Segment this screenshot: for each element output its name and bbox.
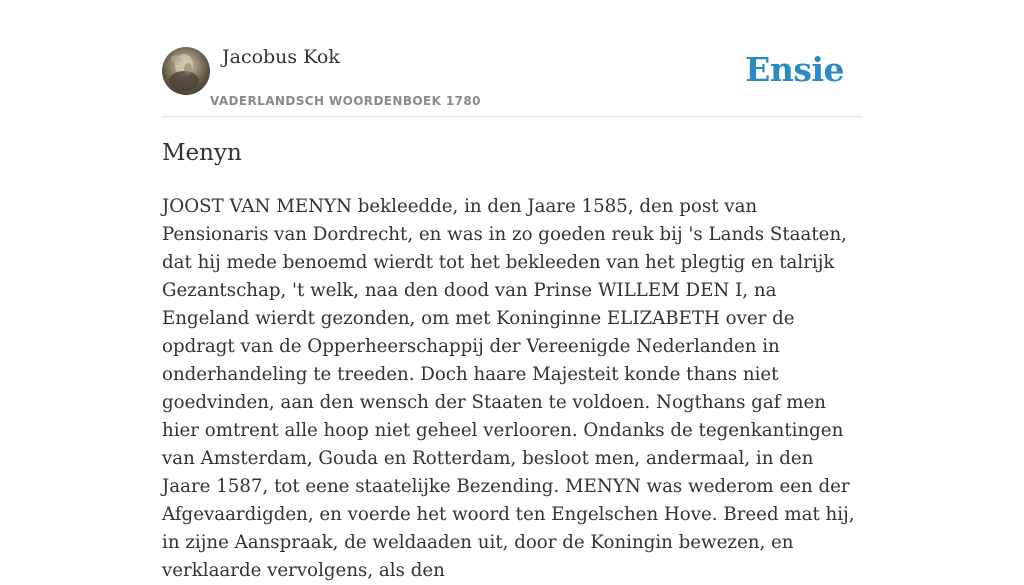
article-page [162, 0, 862, 581]
source-title[interactable]: VADERLANDSCH WOORDENBOEK 1780 [210, 94, 481, 108]
ensie-logo[interactable]: Ensie [745, 50, 844, 89]
portrait-avatar-icon [162, 47, 210, 95]
page-title: Menyn [162, 140, 242, 166]
article-body: JOOST VAN MENYN bekleedde, in den Jaare 1585, den post van Pensionaris van Dordrecht, en was in zo goeden reuk bij 's Lands Staaten, dat hij mede benoemd wierdt tot het bekleeden van het plegtig en talrijk Gezantschap, 't welk, naa den dood van Prinse WILLEM DEN I, na Engeland wierdt gezonden, om met Koninginne ELIZABETH over de opdragt van de Opperheerschappij der Vereenigde Nederlanden in onderhandeling te treeden. Doch haare Majesteit konde thans niet goedvinden, aan den wensch der Staaten te voldoen. Nogthans gaf men hier omtrent alle hoop niet geheel verlooren. Ondanks de tegenkantingen van Amsterdam, Gouda en Rotterdam, besloot men, andermaal, in den Jaare 1587, tot eene staatelijke Bezending. MENYN was wederom een der Afgevaardigden, en voerde het woord ten Engelschen Hove. Breed mat hij, in zijne Aanspraak, de weldaaden uit, door de Koningin bewezen, en verklaarde vervolgens, als den [162, 196, 855, 581]
article-header [162, 0, 862, 117]
avatar[interactable] [162, 47, 210, 95]
author-name[interactable]: Jacobus Kok [222, 46, 340, 68]
